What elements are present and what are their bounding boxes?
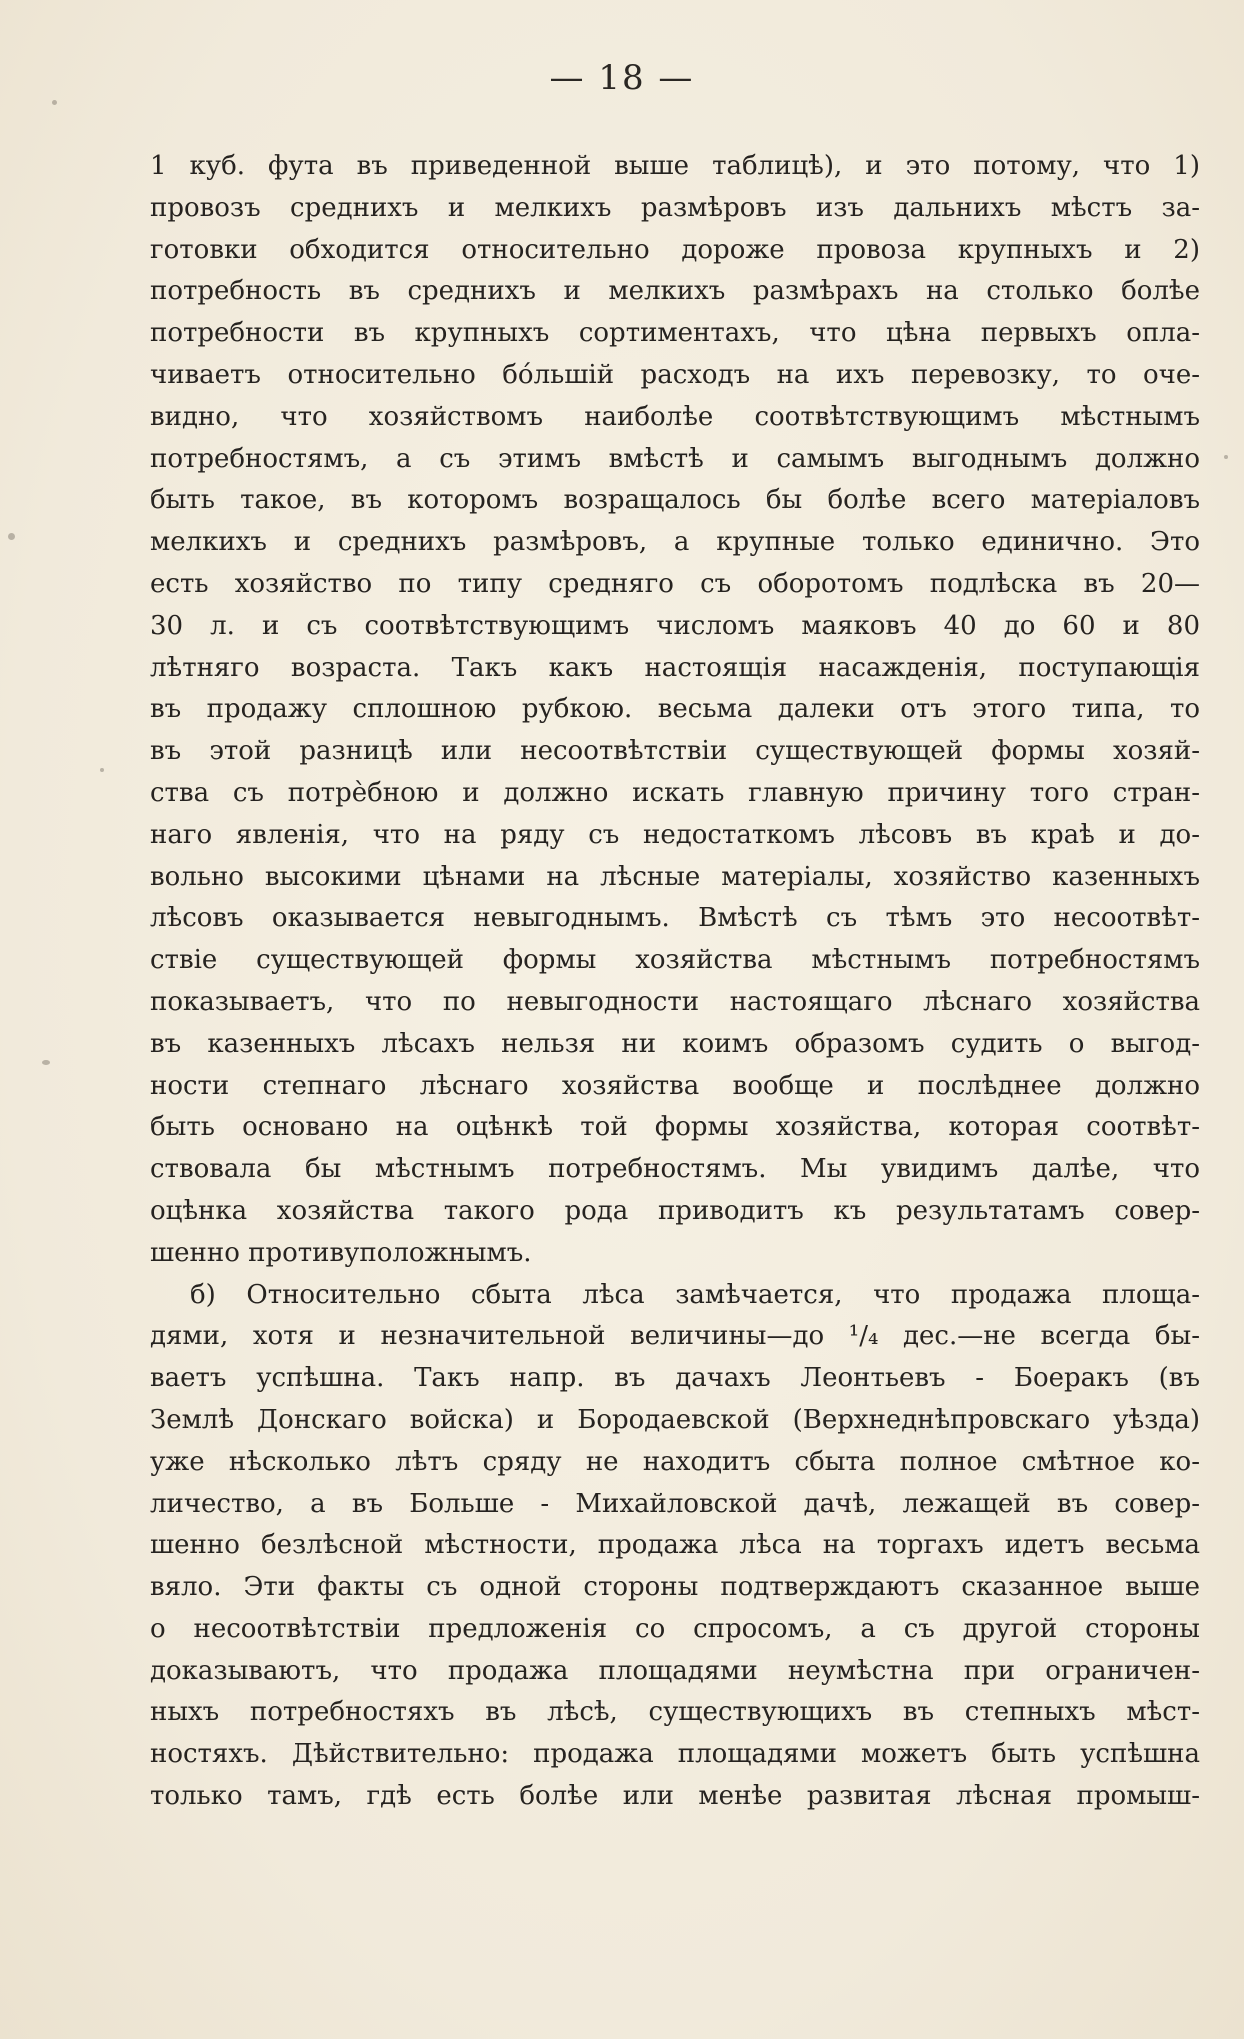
- text-line: показываетъ, что по невыгодности настоящаго лѣснаго хозяйства: [150, 986, 1200, 1017]
- text-line: ности степнаго лѣснаго хозяйства вообще и послѣднее должно: [150, 1070, 1200, 1101]
- text-line: видно, что хозяйствомъ наиболѣе соотвѣтствующимъ мѣстнымъ: [150, 401, 1200, 432]
- text-line: только тамъ, гдѣ есть болѣе или менѣе развитая лѣсная промыш-: [150, 1781, 1200, 1812]
- text-line: чиваетъ относительно бо́льшій расходъ на ихъ перевозку, то оче-: [150, 359, 1200, 390]
- text-line: ныхъ потребностяхъ въ лѣсѣ, существующихъ въ степныхъ мѣст-: [150, 1697, 1200, 1728]
- text-line: ствіе существующей формы хозяйства мѣстнымъ потребностямъ: [150, 945, 1200, 976]
- text-line: ностяхъ. Дѣйствительно: продажа площадями можетъ быть успѣшна: [150, 1739, 1200, 1770]
- paper-speck: [1224, 455, 1228, 459]
- text-line: быть такое, въ которомъ возращалось бы болѣе всего матеріаловъ: [150, 485, 1200, 516]
- text-line: готовки обходится относительно дороже провоза крупныхъ и 2): [150, 234, 1200, 265]
- text-line: доказываютъ, что продажа площадями неумѣстна при ограничен-: [150, 1655, 1200, 1686]
- text-line: вяло. Эти факты съ одной стороны подтверждаютъ сказанное выше: [150, 1572, 1200, 1603]
- text-line: ствовала бы мѣстнымъ потребностямъ. Мы увидимъ далѣе, что: [150, 1154, 1200, 1185]
- text-line: въ этой разницѣ или несоотвѣтствіи существующей формы хозяй-: [150, 736, 1200, 767]
- text-line: 1 куб. фута въ приведенной выше таблицѣ), и это потому, что 1): [150, 151, 1200, 181]
- text-line: потребностямъ, а съ этимъ вмѣстѣ и самымъ выгоднымъ должно: [150, 443, 1200, 474]
- text-line: лѣсовъ оказывается невыгоднымъ. Вмѣстѣ съ тѣмъ это несоотвѣт-: [150, 903, 1200, 934]
- text-line: Землѣ Донскаго войска) и Бородаевской (Верхнеднѣпровскаго уѣзда): [150, 1404, 1200, 1435]
- body-text: [150, 146, 1200, 1818]
- text-line: оцѣнка хозяйства такого рода приводитъ къ результатамъ совер-: [150, 1195, 1200, 1226]
- text-line: уже нѣсколько лѣтъ сряду не находитъ сбыта полное смѣтное ко-: [150, 1446, 1200, 1477]
- text-line: быть основано на оцѣнкѣ той формы хозяйства, которая соотвѣт-: [150, 1112, 1200, 1143]
- text-line: ваетъ успѣшна. Такъ напр. въ дачахъ Леонтьевъ - Боеракъ (въ: [150, 1363, 1200, 1394]
- page-number: — 18 —: [549, 58, 695, 98]
- paragraph: [150, 146, 1200, 1275]
- paper-speck: [42, 1060, 50, 1065]
- text-line: мелкихъ и среднихъ размѣровъ, а крупные только единично. Это: [150, 527, 1200, 558]
- text-line: шенно противуположнымъ.: [150, 1237, 532, 1268]
- paper-speck: [100, 768, 104, 772]
- text-line: есть хозяйство по типу средняго съ оборотомъ подлѣска въ 20—: [150, 568, 1200, 599]
- text-line: дями, хотя и незначительной величины—до ¹/₄ дес.—не всегда бы-: [150, 1321, 1200, 1352]
- paper-speck: [8, 533, 15, 540]
- text-line: въ продажу сплошною рубкою. весьма далеки отъ этого типа, то: [150, 694, 1200, 725]
- text-line: наго явленія, что на ряду съ недостаткомъ лѣсовъ въ краѣ и до-: [150, 819, 1200, 850]
- text-line: лѣтняго возраста. Такъ какъ настоящія насажденія, поступающія: [150, 652, 1200, 683]
- text-line: потребность въ среднихъ и мелкихъ размѣрахъ на столько болѣе: [150, 276, 1200, 307]
- text-line: въ казенныхъ лѣсахъ нельзя ни коимъ образомъ судить о выгод-: [150, 1028, 1200, 1059]
- text-line: шенно безлѣсной мѣстности, продажа лѣса на торгахъ идетъ весьма: [150, 1530, 1200, 1561]
- text-line: б) Относительно сбыта лѣса замѣчается, что продажа площа-: [190, 1279, 1200, 1310]
- text-line: личество, а въ Больше - Михайловской дачѣ, лежащей въ совер-: [150, 1488, 1200, 1519]
- paragraph: [150, 1275, 1200, 1818]
- text-line: 30 л. и съ соотвѣтствующимъ числомъ маяковъ 40 до 60 и 80: [150, 610, 1200, 641]
- text-line: провозъ среднихъ и мелкихъ размѣровъ изъ дальнихъ мѣстъ за-: [150, 192, 1200, 223]
- text-line: потребности въ крупныхъ сортиментахъ, что цѣна первыхъ опла-: [150, 318, 1200, 349]
- paper-speck: [52, 100, 57, 105]
- text-line: ства съ потрѐбною и должно искать главную причину того стран-: [150, 777, 1200, 808]
- text-line: вольно высокими цѣнами на лѣсные матеріалы, хозяйство казенныхъ: [150, 861, 1200, 892]
- text-line: о несоотвѣтствіи предложенія со спросомъ, а съ другой стороны: [150, 1613, 1200, 1644]
